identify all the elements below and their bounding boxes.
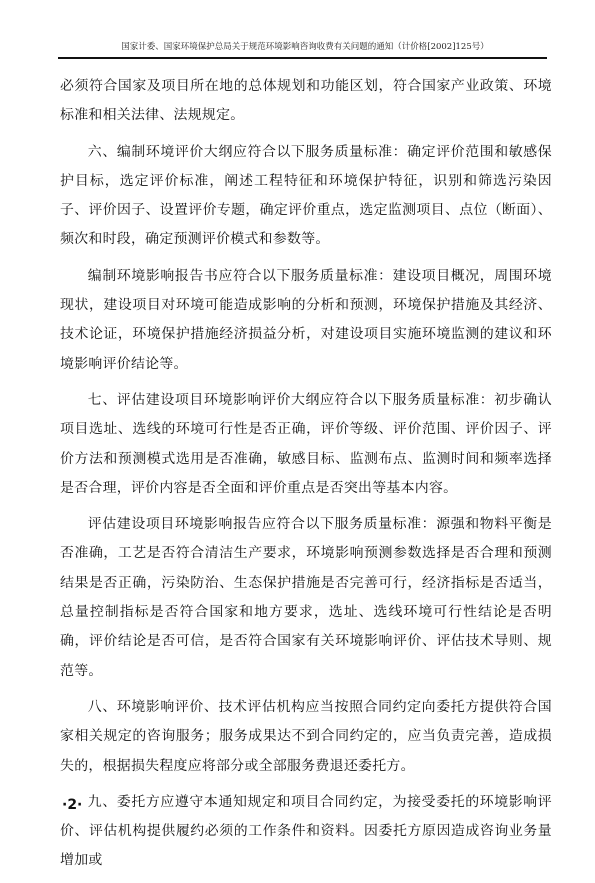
paragraph-report-standards: 编制环境影响报告书应符合以下服务质量标准：建设项目概况，周围环境现状，建设项目对环境可能造成影响的分析和预测，环境保护措施及其经济、技术论证，环境保护措施经济损益分析，对建设项目实施环境监测的建议和环境影响评价结论等。 bbox=[60, 267, 552, 372]
paragraph-item-9: 九、委托方应遵守本通知规定和项目合同约定，为接受委托的环境影响评价、评估机构提供履约必须的工作条件和资料。因委托方原因造成咨询业务量增加或 bbox=[60, 793, 552, 869]
paragraph-item-7: 七、评估建设项目环境影响评价大纲应符合以下服务质量标准：初步确认项目选址、选线的环境可行性是否正确，评价等级、评价范围、评价因子、评价方法和预测模式选用是否准确，敏感目标、监测布点、监测时间和频率选择是否合理，评价内容是否全面和评价重点是否突出等基本内容。 bbox=[60, 391, 552, 496]
paragraph-continuation: 必须符合国家及项目所在地的总体规划和功能区划，符合国家产业政策、环境标准和相关法律、法规规定。 bbox=[60, 78, 552, 124]
page-number: ·2· bbox=[62, 797, 83, 813]
paragraph-evaluation-report-standards: 评估建设项目环境影响报告应符合以下服务质量标准：源强和物料平衡是否准确，工艺是否符合清洁生产要求，环境影响预测参数选择是否合理和预测结果是否正确，污染防治、生态保护措施是否完善可行，经济指标是否适当，总量控制指标是否符合国家和地方要求，选址、选线环境可行性结论是否明确，评价结论是否可信，是否符合国家有关环境影响评价、评估技术导则、规范等。 bbox=[60, 516, 552, 679]
header-divider bbox=[58, 57, 547, 59]
running-header: 国家计委、国家环境保护总局关于规范环境影响咨询收费有关问题的通知（计价格[2002]125号） bbox=[121, 42, 489, 52]
paragraph-item-8: 八、环境影响评价、技术评估机构应当按照合同约定向委托方提供符合国家相关规定的咨询服务；服务成果达不到合同约定的，应当负责完善，造成损失的，根据损失程度应将部分或全部服务费退还委托方。 bbox=[60, 698, 552, 774]
document-body bbox=[60, 72, 552, 883]
paragraph-item-6: 六、编制环境评价大纲应符合以下服务质量标准：确定评价范围和敏感保护目标，选定评价标准，阐述工程特征和环境保护特征，识别和筛选污染因子、评价因子、设置评价专题，确定评价重点，选定监测项目、点位（断面）、频次和时段，确定预测评价模式和参数等。 bbox=[60, 143, 552, 248]
